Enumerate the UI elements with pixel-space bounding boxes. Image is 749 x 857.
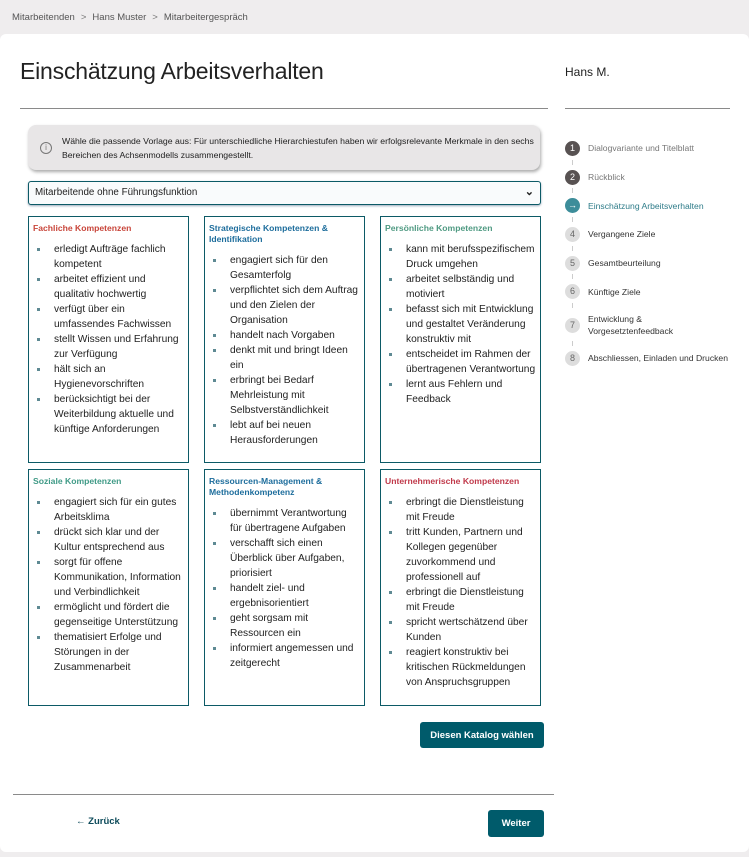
divider [13,794,554,795]
chevron-down-icon: ⌄ [524,186,534,198]
breadcrumb-separator: > [80,12,87,23]
competence-item: denkt mit und bringt Ideen ein [209,343,360,373]
back-button[interactable] [76,816,120,827]
competence-box [380,469,541,706]
competence-box [380,216,541,463]
info-text: Wähle die passende Vorlage aus: Für unterschiedliche Hierarchiestufen haben wir erfolgsrelevante Merkmale in den sechs Bereichen des Achsenmodells zusammengestellt. [62,135,534,160]
step-label: Künftige Ziele [588,286,641,297]
competence-item: verfügt über ein umfassendes Fachwissen [33,302,184,332]
step-connector [572,160,573,165]
competence-item: spricht wertschätzend über Kunden [385,615,536,645]
competence-item: erbringt die Dienstleistung mit Freude [385,495,536,525]
competence-title: Persönliche Kompetenzen [385,223,493,233]
template-select[interactable] [28,181,541,205]
competence-item: thematisiert Erfolge und Störungen in der Zusammenarbeit [33,630,184,675]
step-item[interactable] [565,249,728,278]
competence-title: Unternehmerische Kompetenzen [385,476,520,486]
competence-item: befasst sich mit Entwicklung und gestaltet Veränderung konstruktiv mit [385,302,536,347]
divider [20,108,548,109]
competence-item: stellt Wissen und Erfahrung zur Verfügung [33,332,184,362]
step-label: Rückblick [588,172,625,183]
step-number: 8 [565,351,580,366]
step-label: Entwicklung & Vorgesetztenfeedback [588,314,674,337]
competence-item: geht sorgsam mit Ressourcen ein [209,611,360,641]
step-connector [572,246,573,251]
step-number: 7 [565,318,580,333]
step-label: Einschätzung Arbeitsverhalten [588,200,704,211]
breadcrumb-current: Mitarbeitergespräch [163,12,248,23]
competence-item: drückt sich klar und der Kultur entsprechend aus [33,525,184,555]
competence-item: lernt aus Fehlern und Feedback [385,377,536,407]
competence-item: verpflichtet sich dem Auftrag und den Zielen der Organisation [209,283,360,328]
step-item[interactable] [565,163,728,192]
step-label: Vergangene Ziele [588,229,656,240]
competence-title: Ressourcen-Management & Methodenkompetenz [209,476,323,497]
step-label: Gesamtbeurteilung [588,258,661,269]
step-connector [572,274,573,279]
breadcrumb-separator: > [152,12,158,23]
competence-item: kann mit berufsspezifischem Druck umgehen [385,242,536,272]
competence-item: sorgt für offene Kommunikation, Information und Verbindlichkeit [33,555,184,600]
competence-item: entscheidet im Rahmen der übertragenen Verantwortung [385,347,536,377]
back-label: Zurück [88,816,120,827]
competence-list [385,242,536,407]
breadcrumb-link[interactable]: Hans Muster [92,12,147,23]
info-icon: i [40,142,52,154]
step-label: Dialogvariante und Titelblatt [588,143,695,154]
choose-catalog-button[interactable]: Diesen Katalog wählen [420,722,544,748]
competence-list [33,242,184,437]
step-connector [572,188,573,193]
template-select-value: Mitarbeitende ohne Führungsfunktion [35,187,198,198]
competence-item: arbeitet selbständig und motiviert [385,272,536,302]
step-number: 6 [565,284,580,299]
competence-item: handelt nach Vorgaben [209,328,360,343]
competence-title: Strategische Kompetenzen & Identifikation [209,223,328,244]
competence-item: hält sich an Hygienevorschriften [33,362,184,392]
employee-name: Hans M. [565,65,610,79]
competence-item: erbringt die Dienstleistung mit Freude [385,585,536,615]
step-navigation [565,134,728,373]
step-connector [572,341,573,346]
step-item[interactable] [565,134,728,163]
competence-box [204,469,365,706]
competence-box [28,469,189,706]
step-number: 2 [565,170,580,185]
step-number: 5 [565,256,580,271]
competence-item: erledigt Aufträge fachlich kompetent [33,242,184,272]
step-connector [572,303,573,308]
competence-item: lebt auf bei neuen Herausforderungen [209,418,360,448]
competence-list [209,253,360,448]
competence-item: arbeitet effizient und qualitativ hochwertig [33,272,184,302]
next-button[interactable]: Weiter [488,810,544,837]
competence-item: ermöglicht und fördert die gegenseitige Unterstützung [33,600,184,630]
breadcrumb [12,12,248,23]
arrow-left-icon: ← [76,816,86,827]
competence-item: berücksichtigt bei der Weiterbildung aktuelle und künftige Anforderungen [33,392,184,437]
competence-item: informiert angemessen und zeitgerecht [209,641,360,671]
info-box [28,125,540,170]
competence-item: tritt Kunden, Partnern und Kollegen gegenüber zuvorkommend und professionell auf [385,525,536,585]
competence-list [385,495,536,690]
competence-item: reagiert konstruktiv bei kritischen Rückmeldungen von Anspruchsgruppen [385,645,536,690]
competence-item: verschafft sich einen Überblick über Aufgaben, priorisiert [209,536,360,581]
step-item[interactable] [565,344,728,373]
step-item[interactable] [565,220,728,249]
step-connector [572,217,573,222]
competence-item: übernimmt Verantwortung für übertragene Aufgaben [209,506,360,536]
breadcrumb-link[interactable]: Mitarbeitenden [12,12,75,23]
competence-box [28,216,189,463]
competence-list [209,506,360,671]
competence-item: engagiert sich für den Gesamterfolg [209,253,360,283]
competence-box [204,216,365,463]
arrow-right-icon: → [565,198,580,213]
competence-item: engagiert sich für ein gutes Arbeitsklima [33,495,184,525]
competence-item: handelt ziel- und ergebnisorientiert [209,581,360,611]
competence-list [33,495,184,675]
page-title: Einschätzung Arbeitsverhalten [20,58,324,84]
competence-title: Fachliche Kompetenzen [33,223,132,233]
step-number: 1 [565,141,580,156]
competence-item: erbringt bei Bedarf Mehrleistung mit Selbstverständlichkeit [209,373,360,418]
step-item[interactable] [565,277,728,306]
step-item[interactable] [565,191,728,220]
divider [565,108,730,109]
competence-title: Soziale Kompetenzen [33,476,122,486]
step-number: 4 [565,227,580,242]
step-label: Abschliessen, Einladen und Drucken [588,353,728,364]
step-item[interactable] [565,306,728,344]
